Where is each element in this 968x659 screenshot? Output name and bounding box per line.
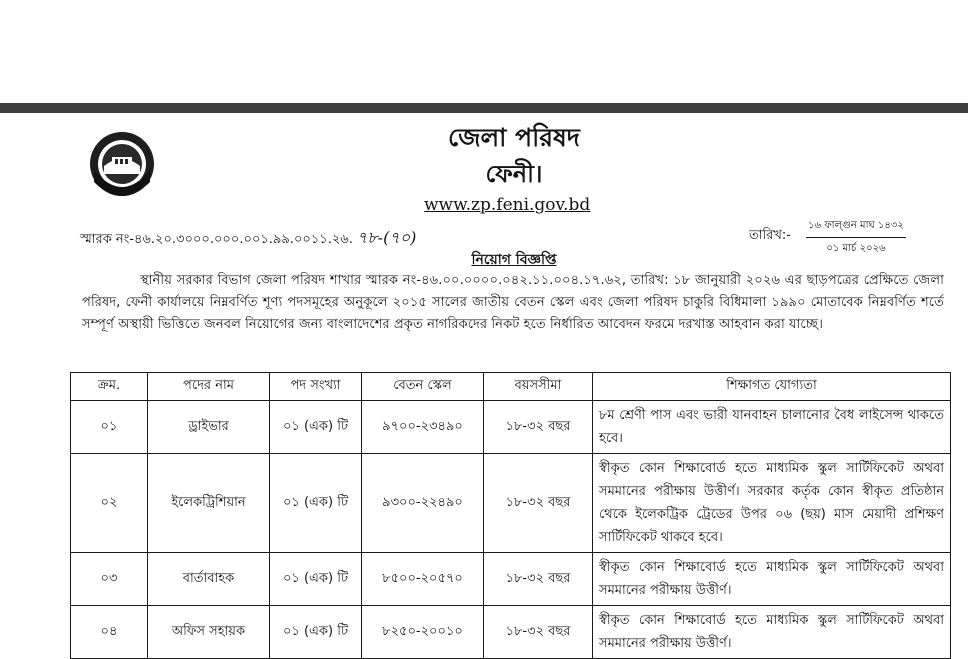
cell-scale: ৮২৫০-২০০১০	[362, 606, 484, 659]
cell-serial: ০৪	[71, 606, 148, 659]
cell-post: ড্রাইভার	[148, 401, 270, 454]
table-row	[71, 401, 951, 454]
cell-qualification: ৮ম শ্রেণী পাস এবং ভারী যানবাহন চালানোর বৈধ লাইসেন্স থাকতে হবে।	[593, 401, 951, 454]
col-age-limit: বয়সসীমা	[484, 373, 593, 401]
notice-body: স্থানীয় সরকার বিভাগ জেলা পরিষদ শাখার স্মারক নং-৪৬.০০.০০০০.০৪২.১১.০০৪.১৭.৬২, তারিখ: ১৮ জানুয়ারী ২০২৬ এর ছাড়পত্রের প্রেক্ষিতে জেলা পরিষদ, ফেনী কার্যালয়ে নিম্নবর্ণিত শূণ্য পদসমূহের অনুকূলে ২০১৫ সালের জাতীয় বেতন স্কেল এবং জেলা পরিষদ চাকুরি বিধিমালা ১৯৯০ মোতাবেক নিম্নবর্ণিত শর্তে সম্পূর্ণ অস্থায়ী ভিত্তিতে জনবল নিয়োগের জন্য বাংলাদেশের প্রকৃত নাগরিকদের নিকট হতে নির্ধারিত আবেদন ফরমে দরখাস্ত আহবান করা যাচ্ছে।	[82, 273, 944, 332]
cell-count: ০১ (এক) টি	[270, 553, 362, 606]
cell-scale: ৯৩০০-২২৪৯০	[362, 454, 484, 553]
cell-age: ১৮-৩২ বছর	[484, 553, 593, 606]
website-link[interactable]: www.zp.feni.gov.bd	[424, 195, 591, 215]
cell-age: ১৮-৩২ বছর	[484, 401, 593, 454]
cell-post: ইলেকট্রিশিয়ান	[148, 454, 270, 553]
cell-age: ১৮-৩২ বছর	[484, 606, 593, 659]
cell-count: ০১ (এক) টি	[270, 401, 362, 454]
cell-post: বার্তাবাহক	[148, 553, 270, 606]
cell-scale: ৯৭০০-২৩৪৯০	[362, 401, 484, 454]
date-bangla: ১৬ ফাল্গুন মাঘ ১৪৩২	[806, 218, 906, 238]
posts-table	[70, 372, 951, 659]
cell-qualification: স্বীকৃত কোন শিক্ষাবোর্ড হতে মাধ্যমিক স্কুল সার্টিফিকেট অথবা সমমানের পরীক্ষায় উত্তীর্ণ।	[593, 606, 951, 659]
col-qualification: শিক্ষাগত যোগ্যতা	[593, 373, 951, 401]
cell-serial: ০১	[71, 401, 148, 454]
table-row	[71, 454, 951, 553]
notice-title: নিয়োগ বিজ্ঞপ্তি	[471, 252, 557, 268]
table-header-row	[71, 373, 951, 401]
cell-qualification: স্বীকৃত কোন শিক্ষাবোর্ড হতে মাধ্যমিক স্কুল সার্টিফিকেট অথবা সমমানের পরীক্ষায় উত্তীর্ণ। সরকার কর্তৃক কোন স্বীকৃত প্রতিষ্ঠান থেকে ইলেকট্রিক ট্রেডের উপর ০৬ (ছয়) মাস মেয়াদী প্রশিক্ষণ সার্টিফিকেট থাকবে হবে।	[593, 454, 951, 553]
date-english: ০১ মার্চ ২০২৬	[826, 243, 886, 254]
cell-count: ০১ (এক) টি	[270, 454, 362, 553]
cell-qualification: স্বীকৃত কোন শিক্ষাবোর্ড হতে মাধ্যমিক স্কুল সার্টিফিকেট অথবা সমমানের পরীক্ষায় উত্তীর্ণ।	[593, 553, 951, 606]
blank-header-area	[0, 0, 968, 103]
cell-serial: ০৩	[71, 553, 148, 606]
col-post-count: পদ সংখ্যা	[270, 373, 362, 401]
cell-scale: ৮৫০০-২০৫৭০	[362, 553, 484, 606]
date-label: তারিখ:-	[749, 228, 792, 243]
col-post-name: পদের নাম	[148, 373, 270, 401]
col-pay-scale: বেতন স্কেল	[362, 373, 484, 401]
memo-number-text: স্মারক নং-৪৬.২০.৩০০০.০০০.০০১.৯৯.০০১১.২৬.	[80, 232, 353, 247]
table-row	[71, 553, 951, 606]
cell-count: ০১ (এক) টি	[270, 606, 362, 659]
table-row	[71, 606, 951, 659]
col-serial: ক্রম.	[71, 373, 148, 401]
cell-age: ১৮-৩২ বছর	[484, 454, 593, 553]
org-name: জেলা পরিষদ	[448, 123, 580, 152]
memo-handwritten-number: ৭৮-(৭০)	[356, 228, 417, 247]
divider-band	[0, 103, 968, 113]
district-name: ফেনী।	[485, 160, 543, 188]
cell-post: অফিস সহায়ক	[148, 606, 270, 659]
cell-serial: ০২	[71, 454, 148, 553]
